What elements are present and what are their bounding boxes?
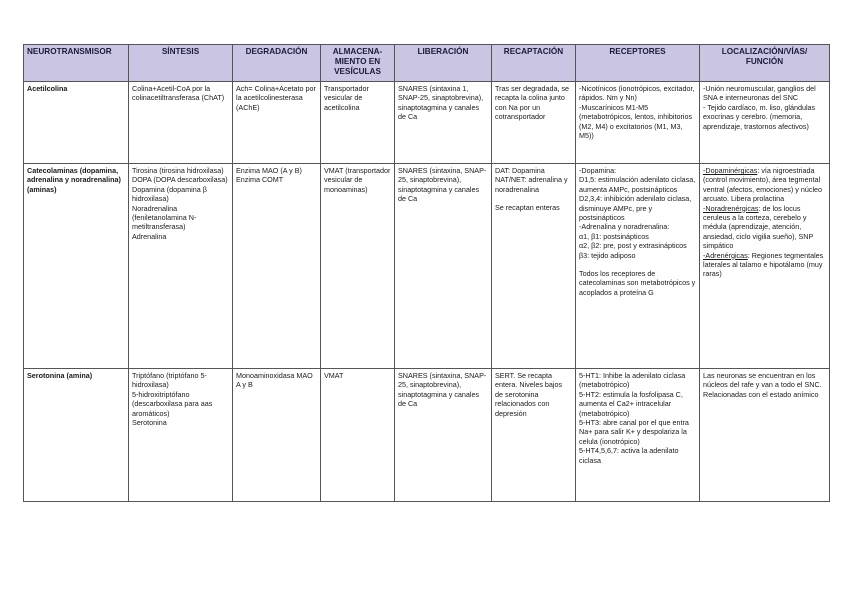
table-row bbox=[24, 164, 830, 369]
cell-name: Catecolaminas (dopamina, adrenalina y noradrenalina) (aminas) bbox=[24, 164, 129, 369]
cell-almacenamiento: Transportador vesicular de acetilcolina bbox=[321, 82, 395, 164]
cell-receptores: 5-HT1: Inhibe la adenilato ciclasa (metabotrópico) 5-HT2: estimula la fosfolipasa C, aumenta el Ca2+ intracelular (metabotrópico) 5-HT3: abre canal por el que entra Na+ para salir K+ y despolariza la celula (ionotrópico) 5-HT4,5,6,7: activa la adenilato ciclasa bbox=[576, 369, 700, 502]
header-sintesis: SÍNTESIS bbox=[129, 45, 233, 82]
cell-sintesis: Colina+Acetil-CoA por la colinacetiltransferasa (ChAT) bbox=[129, 82, 233, 164]
cell-recaptacion: SERT. Se recapta entera. Niveles bajos de serotonina relacionados con depresión bbox=[492, 369, 576, 502]
header-row bbox=[24, 45, 830, 82]
cell-recaptacion: DAT: Dopamina NAT/NET: adrenalina y noradrenalina Se recaptan enteras bbox=[492, 164, 576, 369]
cell-localizacion: Las neuronas se encuentran en los núcleos del rafe y van a todo el SNC. Relacionadas con el estado anímico bbox=[700, 369, 830, 502]
neurotransmitter-table bbox=[23, 44, 830, 502]
cell-receptores: -Dopamina: D1,5: estimulación adenilato ciclasa, aumenta AMPc, postsinápticos D2,3,4: inhibición adenilato ciclasa, disminuye AMPc, pre y postsinápticos -Adrenalina y noradrenalina: α1, β1: postsinápticos α2, β2: pre, post y extrasinápticos β3: tejido adiposo Todos los receptores de catecolaminas son metabotrópicos y acoplados a proteína G bbox=[576, 164, 700, 369]
cell-sintesis: Tirosina (tirosina hidroxilasa) DOPA (DOPA descarboxilasa) Dopamina (dopamina β hidroxilasa) Noradrenalina (feniletanolamina N-metiltransferasa) Adrenalina bbox=[129, 164, 233, 369]
table-row bbox=[24, 369, 830, 502]
header-degradacion: DEGRADACIÓN bbox=[233, 45, 321, 82]
cell-recaptacion: Tras ser degradada, se recapta la colina junto con Na por un cotransportador bbox=[492, 82, 576, 164]
cell-localizacion: -Unión neuromuscular, ganglios del SNA e interneuronas del SNC - Tejido cardíaco, m. liso, glándulas exocrinas y cerebro. (memoria, aprendizaje, trastornos afectivos) bbox=[700, 82, 830, 164]
header-recaptacion: RECAPTACIÓN bbox=[492, 45, 576, 82]
cell-degradacion: Ach= Colina+Acetato por la acetilcolinesterasa (AChE) bbox=[233, 82, 321, 164]
header-neurotransmisor: NEUROTRANSMISOR bbox=[24, 45, 129, 82]
cell-name: Acetilcolina bbox=[24, 82, 129, 164]
cell-liberacion: SNARES (sintaxina, SNAP-25, sinaptobrevina), sinaptotagmina y canales de Ca bbox=[395, 164, 492, 369]
table-row bbox=[24, 82, 830, 164]
cell-almacenamiento: VMAT bbox=[321, 369, 395, 502]
cell-localizacion: -Dopaminérgicas: vía nigroestriada (control movimiento), área tegmental ventral (afectos, emociones) y núcleo arcuato. Libera prolactina -Noradrenérgicas: de los locus ceruleus a la corteza, cerebelo y médula (aprendizaje, atención, ansiedad, ciclo vigilia sueño), SNP simpático -Adrenérgicas: Regiones tegmentales laterales al talamo e hipotálamo (muy raras) bbox=[700, 164, 830, 369]
cell-liberacion: SNARES (sintaxina 1, SNAP-25, sinaptobrevina), sinaptotagmina y canales de Ca bbox=[395, 82, 492, 164]
header-almacenamiento: ALMACENA-MIENTO EN VESÍCULAS bbox=[321, 45, 395, 82]
cell-degradacion: Enzima MAO (A y B) Enzima COMT bbox=[233, 164, 321, 369]
cell-liberacion: SNARES (sintaxina, SNAP-25, sinaptobrevina), sinaptotagmina y canales de Ca bbox=[395, 369, 492, 502]
header-liberacion: LIBERACIÓN bbox=[395, 45, 492, 82]
header-receptores: RECEPTORES bbox=[576, 45, 700, 82]
cell-degradacion: Monoaminoxidasa MAO A y B bbox=[233, 369, 321, 502]
cell-receptores: -Nicotínicos (ionotrópicos, excitador, rápidos. Nm y Nn) -Muscarínicos M1-M5 (metabotrópicos, lentos, inhibitorios (M2, M4) o excitatorios (M1, M3, M5)) bbox=[576, 82, 700, 164]
cell-name: Serotonina (amina) bbox=[24, 369, 129, 502]
cell-sintesis: Triptófano (triptófano 5-hidroxilasa) 5-hidroxitriptófano (descarboxilasa para aas aromáticos) Serotonina bbox=[129, 369, 233, 502]
cell-almacenamiento: VMAT (transportador vesicular de monoaminas) bbox=[321, 164, 395, 369]
header-localizacion: LOCALIZACIÓN/VÍAS/ FUNCIÓN bbox=[700, 45, 830, 82]
